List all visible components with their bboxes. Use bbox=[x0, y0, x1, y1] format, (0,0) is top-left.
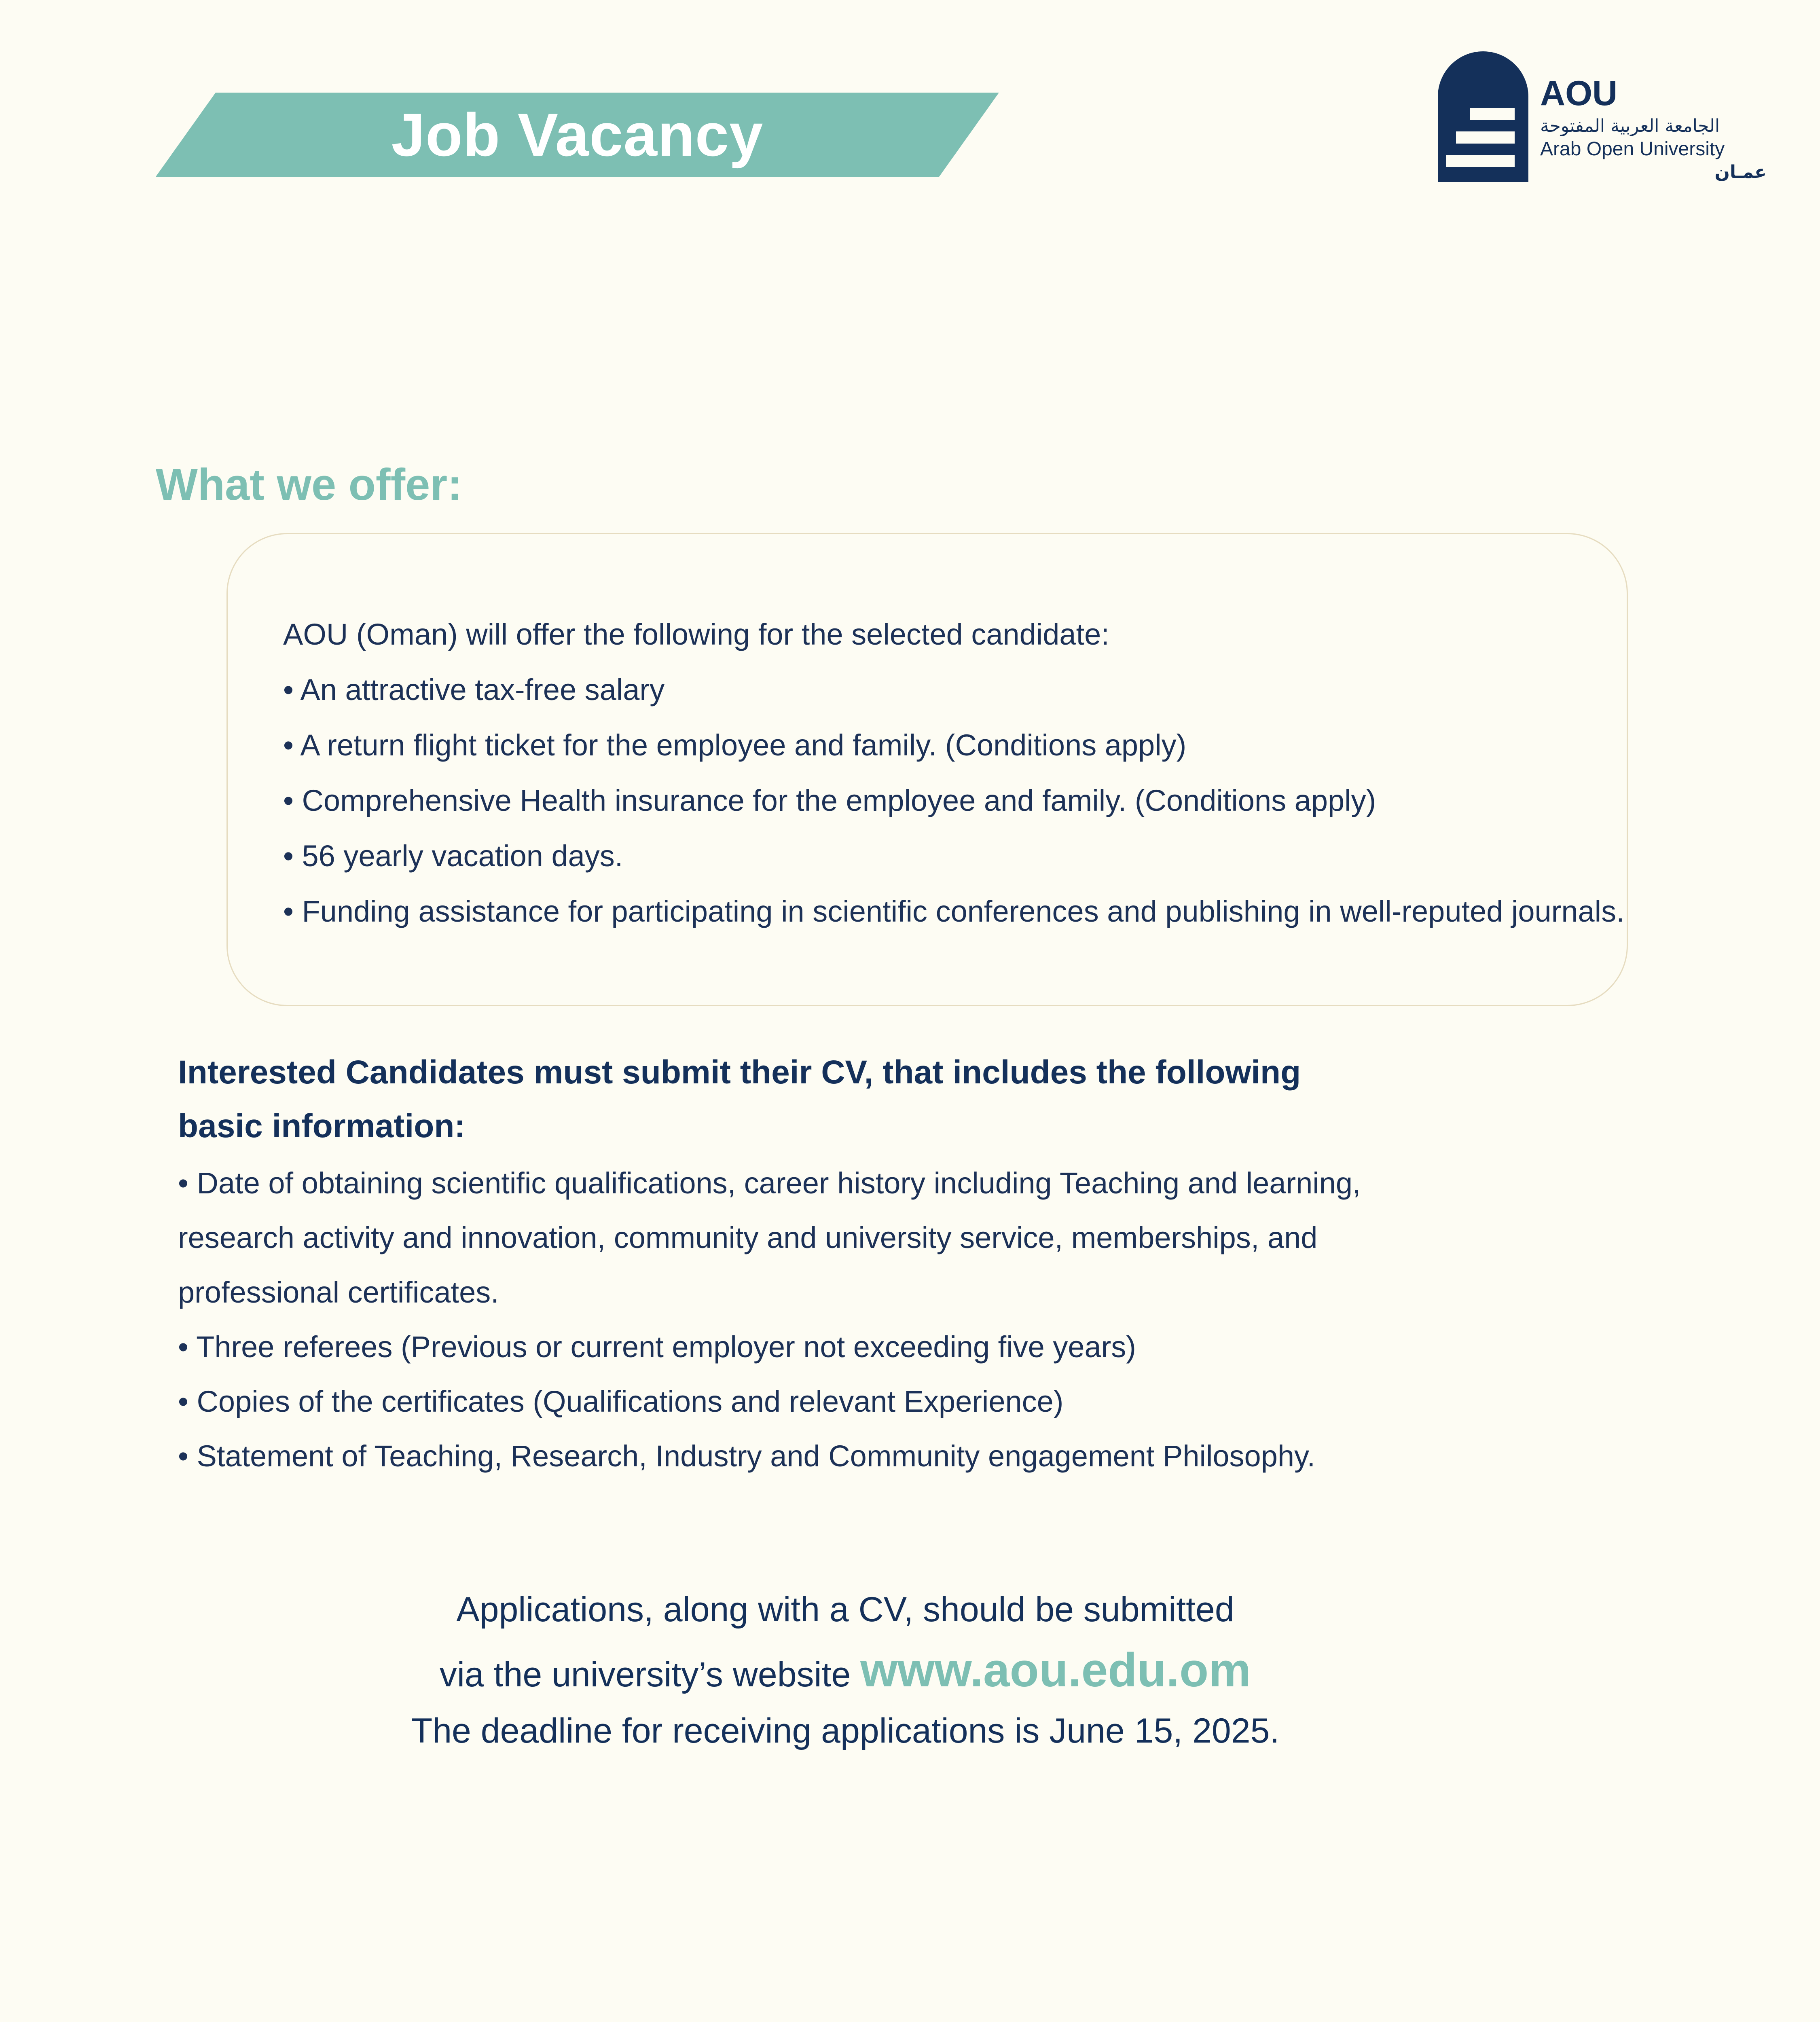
apply-website-link[interactable]: www.aou.edu.om bbox=[860, 1643, 1251, 1697]
apply-line bbox=[0, 1640, 1691, 1701]
logo-acronym: AOU bbox=[1540, 74, 1618, 113]
logo-city: عمـان bbox=[1714, 162, 1767, 182]
candidates-line: • Three referees (Previous or current employer not exceeding five years) bbox=[178, 1330, 1136, 1364]
offer-item: • Comprehensive Health insurance for the employee and family. (Conditions apply) bbox=[283, 784, 1376, 817]
logo-arabic-name: الجامعة العربية المفتوحة bbox=[1540, 116, 1720, 136]
apply-line: Applications, along with a CV, should be submitted bbox=[456, 1590, 1234, 1629]
page-title: Job Vacancy bbox=[391, 100, 764, 169]
candidates-heading-line: basic information: bbox=[178, 1108, 466, 1144]
candidates-line: professional certificates. bbox=[178, 1275, 499, 1309]
candidates-heading bbox=[178, 1045, 1391, 1153]
apply-section bbox=[0, 1579, 1691, 1761]
offer-item: • Funding assistance for participating in scientific conferences and publishing in well-reputed journals. bbox=[283, 895, 1625, 928]
aou-logo-icon bbox=[1438, 51, 1528, 182]
offer-list bbox=[283, 607, 1625, 939]
apply-website-prefix: via the university’s website bbox=[439, 1655, 851, 1694]
candidates-line: • Copies of the certificates (Qualifications and relevant Experience) bbox=[178, 1385, 1064, 1418]
offer-item: • An attractive tax-free salary bbox=[283, 673, 665, 706]
offer-intro: AOU (Oman) will offer the following for the selected candidate: bbox=[283, 618, 1109, 651]
offer-heading: What we offer: bbox=[156, 460, 462, 510]
logo-text bbox=[1540, 76, 1767, 182]
offer-item: • A return flight ticket for the employee and family. (Conditions apply) bbox=[283, 728, 1187, 762]
candidates-line: • Date of obtaining scientific qualifications, career history including Teaching and learning, bbox=[178, 1166, 1361, 1200]
offer-item: • 56 yearly vacation days. bbox=[283, 839, 623, 873]
candidates-list bbox=[178, 1156, 1391, 1483]
candidates-line: research activity and innovation, community and university service, memberships, and bbox=[178, 1221, 1318, 1254]
apply-deadline: The deadline for receiving applications is June 15, 2025. bbox=[411, 1711, 1280, 1750]
logo-english-name: Arab Open University bbox=[1540, 138, 1725, 160]
candidates-line: • Statement of Teaching, Research, Industry and Community engagement Philosophy. bbox=[178, 1439, 1316, 1473]
candidates-heading-line: Interested Candidates must submit their CV, that includes the following bbox=[178, 1054, 1301, 1091]
